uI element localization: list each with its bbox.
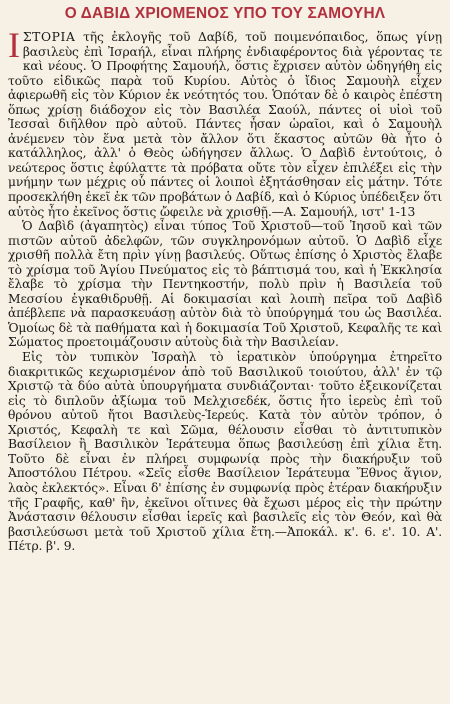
paragraph-2: Ὁ Δαβὶδ (ἀγαπητὸς) εἶναι τύπος Τοῦ Χριστοῦ—τοῦ Ἰησοῦ καὶ τῶν πιστῶν αὐτοῦ ἀδελφῶν, τῶν συγκληρονόμων αὐτοῦ. Ὁ Δαβὶδ εἶχε χρισθῆ πολλὰ ἔτη πρὶν γίνῃ βασιλεύς. Οὕτως ἐπίσης ὁ Χριστὸς ἔλαβε τὸ χρίσμα τοῦ Ἁγίου Πνεύματος εἰς τὸ βάπτισμά του, καὶ ἡ Ἐκκλησία ἔλαβε τὸ χρίσμα τὴν Πεντηκοστήν, πολὺ πρὶν ἡ Βασιλεία τοῦ Μεσσίου ἐγκαθιδρυθῇ. Αἱ δοκιμασίαι καὶ λοιπὴ πεῖρα τοῦ Δαβὶδ ἀπέβλεπε νὰ παρασκευάσῃ αὐτὸν διὰ τὸ ὑπούργημά του ὡς Βασιλέα. Ὁμοίως δὲ τὰ παθήματα καὶ ἡ δοκιμασία Τοῦ Χριστοῦ, Κεφαλῆς τε καὶ Σώματος προετοιμάζουσιν αὐτοὺς διὰ τὴν Βασιλείαν.	[8, 219, 442, 350]
article-body	[8, 25, 442, 554]
lead-word: ΣΤΟΡΙΑ	[22, 30, 76, 44]
paragraph-1-text: τῆς ἐκλογῆς τοῦ Δαβίδ, τοῦ ποιμενόπαιδος, ὅπως γίνῃ βασιλεὺς ἐπὶ Ἰσραήλ, εἶναι πλήρης ἐνδιαφέροντος διὰ γέροντας τε καὶ νέους. Ὁ Προφήτης Σαμουήλ, ὅστις ἔχρισεν αὐτὸν ὠδηγήθη εἰς τοῦτο εἰδικῶς παρὰ τοῦ Κυρίου. Αὐτὸς ὁ ἴδιος Σαμουὴλ εἶχεν ἀφιερωθῆ εἰς τὸν Κύριον ἐκ νεότητός του. Ὁπόταν δὲ ὁ καιρὸς ἐπέστη ὅπως χρίσῃ διάδοχον εἰς τὸν Βασιλέα Σαούλ, πάντες οἱ υἱοὶ τοῦ Ἰεσσαὶ διῆλθον πρὸ αὐτοῦ. Πάντες ἦσαν ὡραῖοι, καὶ ὁ Σαμουὴλ ἀνέμενεν τὸν ἕνα μετὰ τὸν ἄλλον ὅτι ἕκαστος αὐτῶν θὰ ἦτο ὁ κατάλληλος, ἀλλ' ὁ Θεὸς ὡδήγησεν ἄλλως. Ὁ Δαβὶδ ἐντούτοις, ὁ νεώτερος ὅστις ἐφύλαττε τὰ πρόβατα οὔτε τὸν εἶχεν ἐπιλέξει εἰς τὴν μνήμην των μέχρις οὗ πάντες οἱ λοιποὶ ἐξητάσθησαν εἰς μάτην. Τότε προσεκλήθη ἐκεῖ ἐκ τῶν προβάτων ὁ Δαβίδ, καὶ ὁ Κύριος ὑπέδειξεν ὅτι αὐτὸς ἦτο ἐκεῖνος ὅστις ὤφειλε νὰ χρισθῇ.—Α. Σαμουήλ, ιστ' 1-13	[8, 30, 442, 219]
paragraph-3: Εἰς τὸν τυπικὸν Ἰσραὴλ τὸ ἱερατικὸν ὑπούργημα ἐτηρεῖτο διακριτικῶς κεχωρισμένον ἀπὸ τοῦ Βασιλικοῦ τοιούτου, ἀλλ' ἐν τῷ Χριστῷ τὰ δύο αὐτὰ ὑπουργήματα συνδιάζονται· τοῦτο ἐξεικονίζεται εἰς τὸ διπλοῦν ἀξίωμα τοῦ Μελχισεδέκ, ὅστις ἦτο ἱερεὺς ἐπὶ τοῦ θρόνου αὐτοῦ ἤτοι Βασιλεὺς-Ἱερεύς. Κατὰ τὸν αὐτὸν τρόπον, ὁ Χριστός, Κεφαλὴ τε καὶ Σῶμα, θέλουσιν εἶσθαι τὸ ἀντιτυπικὸν Βασίλειον ἢ Βασιλικὸν Ἱεράτευμα ὅπως βασιλεύσῃ ἐπὶ χίλια ἔτη. Τοῦτο δὲ εἶναι ἐν πλήρει συμφωνίᾳ πρὸς τὴν διακήρυξιν τοῦ Ἀποστόλου Πέτρου. «Σεῖς εἶσθε Βασίλειον Ἱεράτευμα Ἔθνος ἅγιον, λαὸς ἐκλεκτός». Εἶναι δ' ἐπίσης ἐν συμφωνίᾳ πρὸς ἑτέραν διακήρυξιν τῆς Γραφῆς, καθ' ἣν, ἐκεῖνοι οἵτινες θὰ ἔχωσι μέρος εἰς τὴν πρώτην Ἀνάστασιν θέλουσιν εἶσθαι ἱερεῖς καὶ βασιλεῖς εἰς τὸν Θεόν, καὶ θὰ βασιλεύσωσι μετὰ τοῦ Χριστοῦ χίλια ἔτη.—Ἀποκάλ. κ'. 6. ε'. 10. Α'. Πέτρ. β'. 9.	[8, 350, 442, 554]
drop-cap: Ι	[8, 25, 20, 65]
paragraph-1	[8, 25, 442, 219]
article-title: Ο ΔΑΒΙΔ ΧΡΙΟΜΕΝΟΣ ΥΠΟ ΤΟΥ ΣΑΜΟΥΗΛ	[64, 5, 386, 22]
